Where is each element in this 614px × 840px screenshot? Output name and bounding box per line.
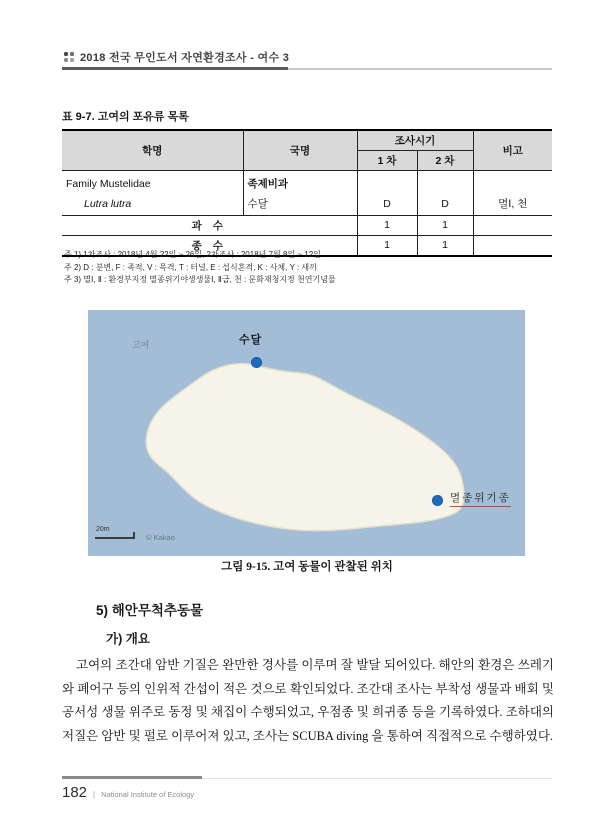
species-count-label: 종 수 xyxy=(62,235,357,256)
otter-marker-label: 수달 xyxy=(239,334,263,346)
island-polygon xyxy=(146,364,464,531)
otter-marker-dot xyxy=(251,357,262,368)
col-header-survey-period: 조사시기 xyxy=(357,130,473,151)
section-heading-invertebrates: 5) 해안무척추동물 xyxy=(96,603,204,618)
footer-separator: | xyxy=(93,790,96,799)
figure-caption: 그림 9-15. 고여 동물이 관찰된 위치 xyxy=(221,561,393,573)
col-header-period-2: 2 차 xyxy=(417,151,473,171)
species-count-period1: 1 xyxy=(357,235,417,256)
family-count-period1: 1 xyxy=(357,215,417,235)
col-header-scientific-name: 학명 xyxy=(62,130,243,171)
family-count-label: 과 수 xyxy=(62,215,357,235)
header-rule-dark xyxy=(62,67,288,70)
col-header-korean-name: 국명 xyxy=(243,130,357,171)
table-title: 표 9-7. 고여의 포유류 목록 xyxy=(62,111,189,123)
scale-bar xyxy=(95,532,135,539)
family-korean-name: 족제비과 xyxy=(243,171,357,194)
table-row-family-count xyxy=(62,215,552,235)
family-period1-value xyxy=(357,171,417,194)
species-count-note xyxy=(473,235,552,256)
footer-rule-light xyxy=(202,778,552,779)
page-footer xyxy=(62,784,194,801)
col-header-period-1: 1 차 xyxy=(357,151,417,171)
family-note-value xyxy=(473,171,552,194)
footer-rule-dark xyxy=(62,776,202,779)
island-name-label: 고여 xyxy=(132,340,150,350)
page-number: 182 xyxy=(62,784,88,801)
observation-map xyxy=(88,310,525,556)
species-count-period2: 1 xyxy=(417,235,473,256)
legend-dot xyxy=(432,495,443,506)
mammal-species-table xyxy=(62,129,552,257)
header-rule-light xyxy=(288,68,552,70)
table-row-species xyxy=(62,193,552,215)
overview-paragraph: 고여의 조간대 암반 기질은 완만한 경사를 이루며 잘 발달 되어있다. 해안의 환경은 쓰레기와 폐어구 등의 인위적 간섭이 적은 것으로 확인되었다. 조간대 조사는 부착성 생물과 배회 및 공서성 생물 위주로 동정 및 채집이 수행되었고, 우점종 및 희귀종 등을 기록하였다. 조하대의 저질은 암반 및 펄로 이루어져 있고, 조사는 SCUBA diving 을 통하여 직접적으로 수행하였다. xyxy=(62,658,554,743)
species-korean-name: 수달 xyxy=(243,193,357,215)
footnote-2: 주 2) D : 분변, F : 족적, V : 목격, T : 터널, E : 섭식흔적, K : 사체, Y : 새끼 xyxy=(64,262,317,272)
header-dots-icon xyxy=(64,52,74,62)
table-row-family xyxy=(62,171,552,194)
subsection-heading-overview: 가) 개요 xyxy=(106,632,150,646)
family-scientific-name: Family Mustelidae xyxy=(62,171,243,194)
footnote-1: 주 1) 1차조사 : 2018년 4월 22일 ~ 26일, 2차조사 : 2018년 7월 8일 ~ 12일 xyxy=(64,250,321,259)
report-header-title: 2018 전국 무인도서 자연환경조사 - 여수 3 xyxy=(80,52,290,64)
footnote-3: 주 3) 멸Ⅰ, Ⅱ : 환경부지정 멸종위기야생생물Ⅰ, Ⅱ급, 천 : 문화재청지정 천연기념물 xyxy=(64,275,336,284)
island-shape-svg xyxy=(88,310,525,556)
legend-endangered-label: 멸종위기종 xyxy=(450,490,511,507)
family-period2-value xyxy=(417,171,473,194)
species-note-value: 멸Ⅰ, 천 xyxy=(473,193,552,215)
species-period2-value: D xyxy=(417,193,473,215)
family-count-note xyxy=(473,215,552,235)
col-header-note: 비고 xyxy=(473,130,552,171)
institute-name: National Institute of Ecology xyxy=(101,790,195,799)
species-scientific-name: Lutra lutra xyxy=(62,193,243,215)
species-period1-value: D xyxy=(357,193,417,215)
table-footnotes xyxy=(64,249,336,287)
family-count-period2: 1 xyxy=(417,215,473,235)
map-attribution: © Kakao xyxy=(146,533,175,542)
scale-bar-label: 20m xyxy=(96,526,110,533)
